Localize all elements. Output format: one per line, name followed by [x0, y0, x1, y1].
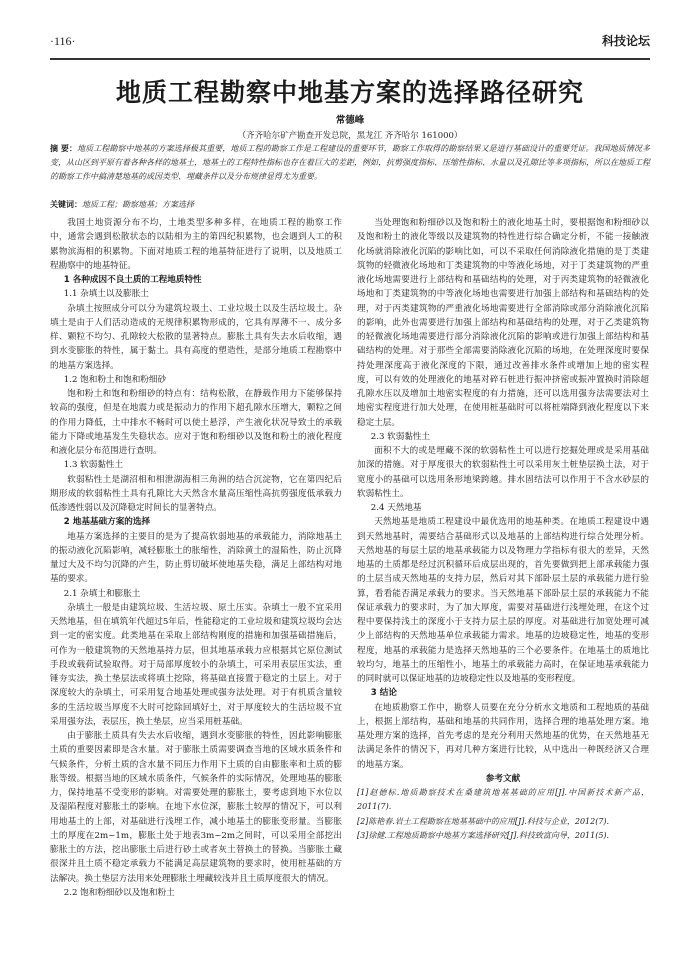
abstract-text: 地质工程勘察中地基的方案选择极其重要，地质工程的勘察工作是工程建设的重要环节，勘察工作取得的勘察结果又是进行基础设计的重要凭证。我国地质情况多变，从山区到平原有着各种各样的地基土，地基土的工程特性指标也存在着巨大的差距，例如，抗剪强度指标、压缩性指标、水量以及孔隙比等多项指标，所以在地质工程的勘察工作中搞清楚地基的成因类型、埋藏条件以及分布规律显得尤为重要。 [50, 144, 650, 182]
reference-item: [2]陈艳春.岩土工程勘察在地基基础中的应用[J].科技与企业，2012(7). [357, 816, 610, 826]
abstract [50, 142, 650, 185]
keywords [50, 198, 650, 212]
paragraph: 饱和粉土和饱和粉细砂的特点有：结构松散，在静载作用力下能够保持较高的强度，但是在地震力或是振动力的作用下超孔隙水压增大，颗粒之间的作用力降低，土中排水不畅时可以使土悬浮，产生液化状况导致土的承载能力下降或地基发生失稳状态。应对于饱和粉细砂以及饱和粉土的液化程度和液化层分布范围进行查明。 [50, 389, 342, 456]
article-title: 地质工程勘察中地基方案的选择路径研究 [115, 78, 584, 107]
subsection-heading: 2.1 杂填土和膨胀土 [63, 588, 141, 599]
paragraph: 面积不大的或是埋藏不深的软弱粘性土可以进行挖掘处理或是采用基础加深的措施。对于厚度很大的软弱粘性土可以采用灰土桩垫层换土法，对于宽度小的基础可以选用条形地梁跨越。排水固结法可以作用于不含水砂层的软弱粘性土。 [357, 446, 649, 499]
subsection-heading: 2.2 饱和粉细砂以及饱和粉土 [63, 887, 175, 898]
subsection-heading: 2.3 软弱黏性土 [370, 431, 431, 442]
journal-section: 科技论坛 [601, 34, 650, 48]
paragraph: 地基方案选择的主要目的是为了提高软弱地基的承载能力，消除地基土的振动液化沉陷影响，减轻膨胀土的胀缩性，消除黄土的湿陷性，防止沉降量过大及不均匀沉降的产生，防止剪切破坏使地基失稳，满足上部结构对地基的要求。 [50, 531, 342, 585]
subsection-heading: 1.3 软弱黏性土 [63, 460, 124, 471]
section-heading: 2 地基基础方案的选择 [63, 517, 151, 528]
paragraph: 杂填土按照成分可以分为建筑垃圾土、工业垃圾土以及生活垃圾土。杂填土是由于人们活动造成的无规律积累物形成的，它具有厚薄不一、成分多样、颗粒不均匀、孔隙较大松散的显著特点。膨胀土具有失去水后收缩，遇到水变膨胀的特性，属于黏土。具有高度的塑造性，是部分地质工程勘察中的地基方案选择。 [50, 303, 342, 371]
page-header [50, 30, 650, 52]
paragraph: 在地质勘察工作中，勘察人员要在充分分析水文地质和工程地质的基础上，根据上部结构，基础和地基的共同作用，选择合理的地基处理方案。地基处理方案的选择，首先考虑的是充分利用天然地基的优势，在天然地基无法满足条件的情况下，再对几种方案进行比较，从中选出一种既经济又合理的地基方案。 [357, 702, 649, 770]
abstract-label: 摘 要： [50, 144, 78, 153]
subsection-heading: 2.4 天然地基 [370, 503, 422, 513]
section-heading: 3 结论 [370, 688, 397, 699]
paragraph: 天然地基是地质工程建设中最优选用的地基种类。在地质工程建设中遇到天然地基时，需要结合基础形式以及地基的上部结构进行综合处理分析。天然地基的每层土层的地基承载能力以及物理力学指标有很大的差异，天然地基的土质都是经过沉积循环后成层出现的，首先要做到把上部承载能力强的土层当成天然地基的支持力层，然后对其下部卧层土层的承载能力进行验算，看看能否满足承载力的要求。当天然地基下部卧层土层的承载能力不能保证承载力的要求时，为了加大厚度，需要对基础进行浅埋处理，在这个过程中要保持浅土的深度小于支持力层土层的厚度。对基础进行加宽处理可减少上部结构的天然地基单位承载能力需求。地基的边坡稳定性，地基的变形程度，地基的承载能力是选择天然地基的三个必要条件。在地基土的质地比较均匀，地基土的压缩性小，地基土的承载能力高时，在保证地基承载能力的同时就可以保证地基的边坡稳定性以及地基的变形程度。 [357, 517, 649, 684]
author: 常德峰 [335, 115, 365, 126]
paragraph: 由于膨胀土质具有失去水后收缩，遇到水变膨胀的特性，因此影响膨胀土质的重要因素即是含水量。对于膨胀土质需要调查当地的区域水质条件和气候条件，分析土质的含水量不同压力作用下土质的自由膨胀率和土质的膨胀等级。根据当地的区域水质条件，气候条件的实际情况，处理地基的膨胀力，保持地基不受变形的影响。对需要处理的膨胀土，要考虑到地下水位以及湿陷程度对膨胀土的影响。在地下水位深，膨胀土较厚的情况下，可以利用地基土的上部，对基础进行浅埋工作，减小地基土的膨胀变形量。当膨胀土的厚度在2m~1m，膨胀土处于地表3m~2m之间时，可以采用全部挖出膨胀土的方法，挖出膨胀土后进行砂土或者灰土替换土的替换。当膨胀土藏很深并且土质不稳定承载力不能满足高层建筑物的要求时，使用桩基础的方法解决。换土垫层方法用来处理膨胀土埋藏较浅并且土质厚度很大的情况。 [50, 731, 342, 884]
paragraph: 我国土地资源分布不均，土地类型多种多样，在地质工程的勘察工作中，通常会遇到松散状态的以陆相为主的第四纪积累物，也会遇到人工的积累物滨海相的积累物。下面对地质工程的地基特征进行了说明，以及地质工程勘察中的地基特征。 [50, 218, 342, 271]
keywords-label: 关键词： [50, 200, 82, 209]
keywords-text: 地质工程；勘察地基；方案选择 [82, 200, 194, 209]
paragraph: 软弱粘性土是湖沼相和相泄湖海相三角洲的结合沉淀物，它在第四纪后期形成的软弱粘性土具有孔隙比大天然含水量高压缩性高抗剪强度低承载力低渗透性弱以及沉降稳定时间长的显著特点。 [50, 474, 342, 513]
reference-item: [3]徐健.工程地质勘察中地基方案选择研究[J].科技致富向导，2011(5). [357, 830, 610, 840]
page-number: ·116· [50, 34, 76, 48]
subsection-heading: 1.2 饱和粉土和饱和粉细砂 [63, 374, 167, 385]
subsection-heading: 1.1 杂填土以及膨胀土 [63, 289, 149, 300]
section-heading: 1 各种成因不良土质的工程地质特性 [63, 275, 202, 285]
left-column [50, 216, 342, 900]
affiliation: （齐齐哈尔矿产勘查开发总院，黑龙江 齐齐哈尔 161000） [237, 131, 463, 141]
paragraph: 当处理饱和粉细砂以及饱和粉土的液化地基土时，要根据饱和粉细砂以及饱和粉土的液化等级以及建筑物的特性进行综合确定分析，不能一接触液化场就消除液化沉陷的影响比如，可以不采取任何消除液化措施的是丁类建筑物的轻微液化场地和丁类建筑物的中等液化场地，对于丁类建筑物的严重液化场地需要进行上部结构和基础结构的处理，对于丙类建筑物的轻微液化场地和丁类建筑物的中等液化场地也需要进行加强上部结构和基础结构的处理，对于丙类建筑物的严重液化场地需要进行全部消除或部分消除液化沉陷的影响，此外也需要进行加强上部结构和基础结构的处理，对于乙类建筑物的轻微液化场地需要进行部分消除液化沉陷的影响或进行加强上部结构和基础结构的处理。对于那些全部需要消除液化沉陷的场地，在处理深度时要保持处理深度高于液化深度的下限，通过改善排水条件或增加上地的密实程度，可以有效的处理液化的地基对碎石桩进行振冲挤密或振冲置换时消除超孔隙水压以及增加土地密实程度的有力措施，还可以选用强夯法需要法对土地密实程度进行加大处理，在使用桩基础时可以将桩端降到液化程度以下来稳定土层。 [357, 218, 649, 428]
header-rule [50, 58, 650, 60]
paragraph: 杂填土一般是由建筑垃圾、生活垃圾、原土压实。杂填土一般不宜采用天然地基，但在填筑年代超过5年后，性能稳定的工业垃圾和建筑垃圾均会达到一定的密实度。此类地基在采取上部结构刚度的措施和加强基础措施后，可作为一般建筑物的天然地基持力层，但其地基承载力应根据其它原位测试手段或载荷试验取得。对于局部厚度较小的杂填土，可采用表层压实法，重锤夯实法，换土垫层法或将填土挖除，将基础直接置于稳定的土层上。对于深度较大的杂填土，可采用复合地基处理或强夯法处理。对于有机质含量较多的生活垃圾当厚度不大时可挖除回填好土，对于厚度较大的生活垃圾不宜采用强夯法，表层压，换土垫层，应当采用桩基础。 [50, 602, 342, 727]
references-heading: 参考文献 [485, 773, 521, 784]
right-column [357, 216, 649, 843]
reference-item: [1]赵德标.地质勘察技术在桑建筑地基基础的应用[J].中国新技术新产品，2011(7). [357, 788, 649, 812]
